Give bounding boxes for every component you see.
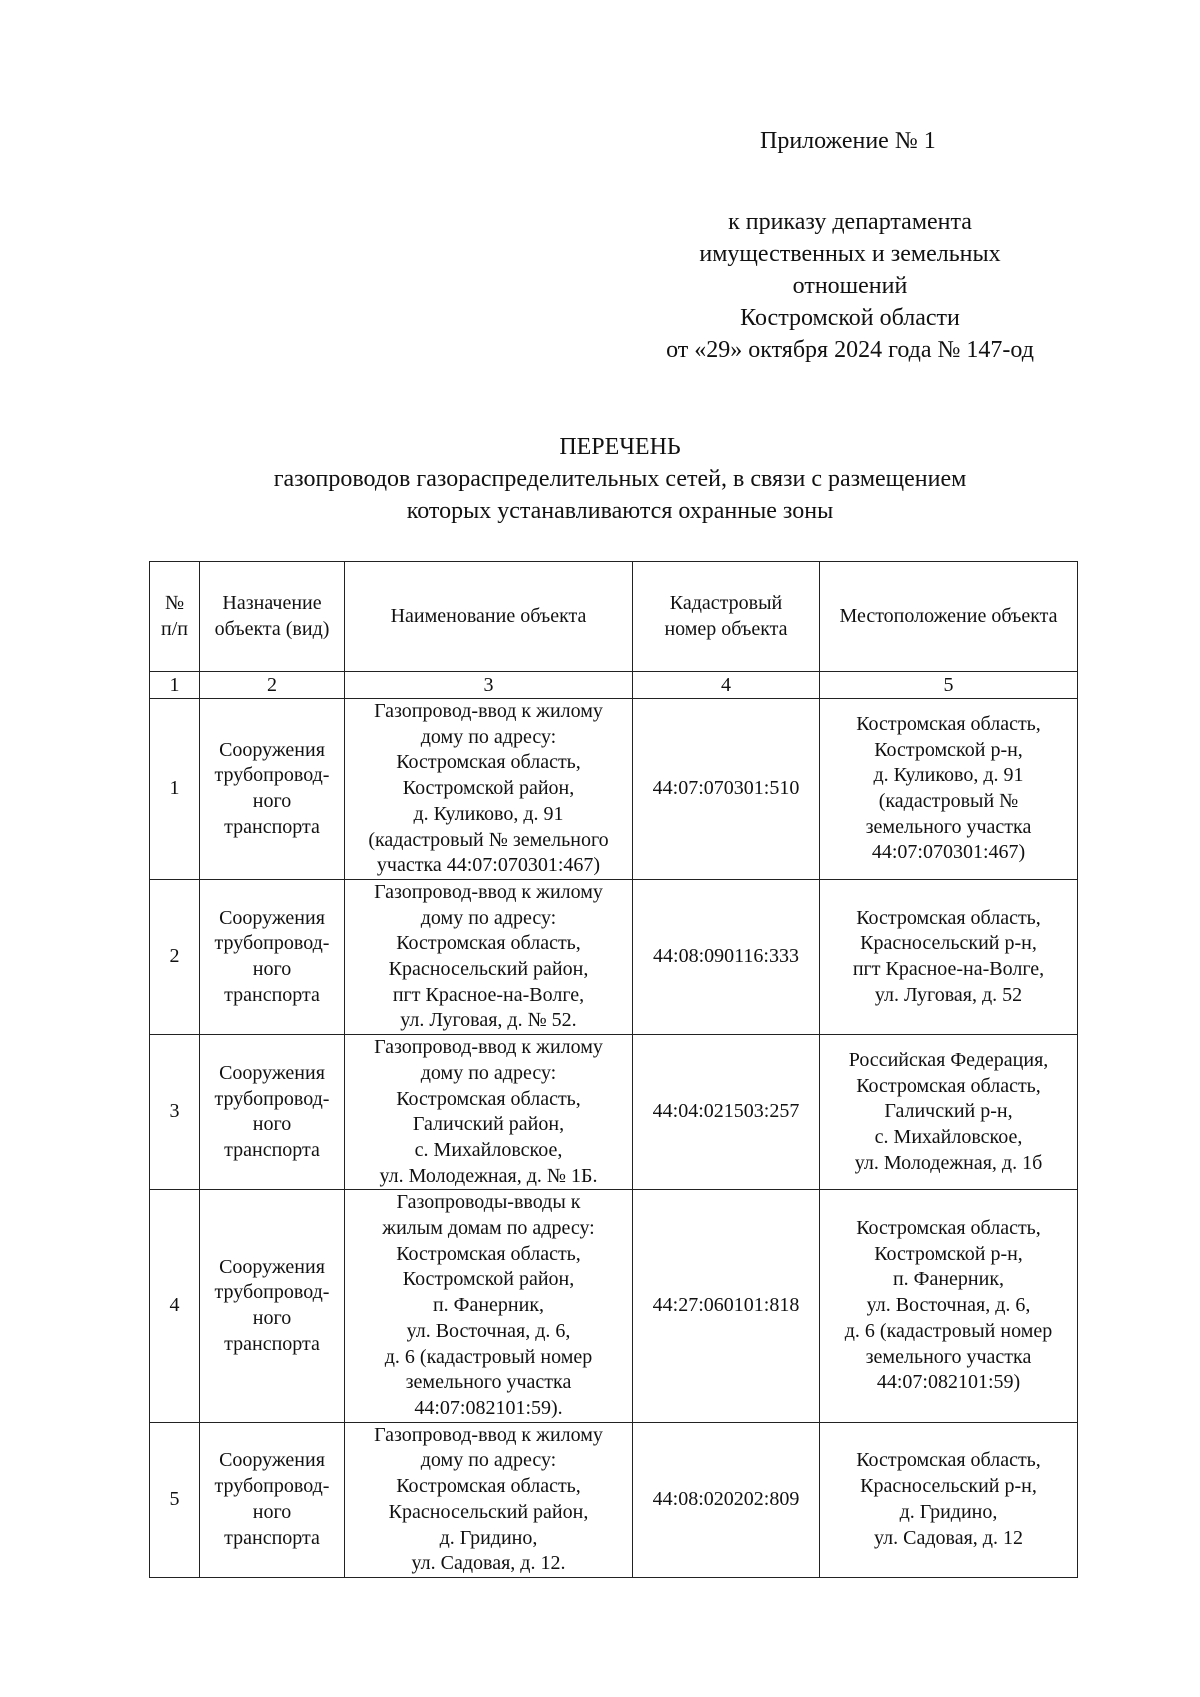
object-type-line: трубопровод- <box>214 1475 330 1498</box>
object-name-line: дому по адресу: <box>420 725 557 748</box>
column-header-line: номер объекта <box>664 617 788 640</box>
object-name-line: Газопровод-ввод к жилому <box>374 1423 603 1446</box>
object-type-line: транспорта <box>224 1138 320 1161</box>
object-name-line: Костромская область, <box>396 932 581 955</box>
object-name-line: ул. Садовая, д. 12. <box>411 1552 566 1575</box>
object-location-line: 44:07:070301:467) <box>871 841 1026 864</box>
order-reference-line: Костромской области <box>740 305 960 331</box>
order-reference-line: от «29» октября 2024 года № 147-од <box>666 337 1034 363</box>
appendix-title: Приложение № 1 <box>760 128 936 154</box>
object-name-line: Галичский район, <box>412 1113 565 1136</box>
row-number: 2 <box>150 879 200 1034</box>
object-location-line: Красносельский р-н, <box>860 1475 1037 1498</box>
column-header-line: объекта (вид) <box>214 617 330 640</box>
object-name-line: с. Михайловское, <box>414 1138 563 1161</box>
object-name-line: Костромская область, <box>396 1475 581 1498</box>
object-location-line: д. Гридино, <box>899 1500 998 1523</box>
object-name-line: Костромская область, <box>396 751 581 774</box>
object-name <box>345 1035 633 1190</box>
object-type-line: ного <box>252 1500 292 1523</box>
column-header-line: № <box>164 591 185 614</box>
object-name-line: ул. Молодежная, д. № 1Б. <box>379 1164 598 1187</box>
object-location <box>820 879 1078 1034</box>
object-type-line: транспорта <box>224 1526 320 1549</box>
object-name-line: Костромская область, <box>396 1087 581 1110</box>
cadastral-number: 44:27:060101:818 <box>633 1190 820 1422</box>
object-location-line: ул. Молодежная, д. 1б <box>854 1151 1043 1174</box>
object-name-line: 44:07:082101:59). <box>414 1396 563 1419</box>
object-name-line: ул. Восточная, д. 6, <box>406 1319 571 1342</box>
object-location-line: с. Михайловское, <box>874 1126 1023 1149</box>
object-name-line: Красносельский район, <box>388 958 589 981</box>
object-location-line: Красносельский р-н, <box>860 932 1037 955</box>
row-number: 3 <box>150 1035 200 1190</box>
cadastral-number: 44:08:090116:333 <box>633 879 820 1034</box>
table-header-row <box>150 562 1078 672</box>
object-name-line: дому по адресу: <box>420 1061 557 1084</box>
object-type-line: Сооружения <box>219 906 325 929</box>
object-type-line: транспорта <box>224 815 320 838</box>
object-location <box>820 1190 1078 1422</box>
order-reference-line: отношений <box>792 273 908 299</box>
column-header-line: Кадастровый <box>669 591 783 614</box>
object-location-line: д. Куликово, д. 91 <box>873 764 1024 787</box>
row-number: 1 <box>150 699 200 880</box>
object-type-line: ного <box>252 1113 292 1136</box>
object-type <box>200 1190 345 1422</box>
object-location-line: Костромская область, <box>856 1449 1041 1472</box>
pipelines-table <box>149 561 1078 1578</box>
object-location <box>820 699 1078 880</box>
document-subtitle-line: которых устанавливаются охранные зоны <box>406 498 834 524</box>
column-number: 4 <box>633 672 820 699</box>
cadastral-number: 44:08:020202:809 <box>633 1422 820 1577</box>
column-header-line: п/п <box>161 617 188 640</box>
object-type-line: трубопровод- <box>214 764 330 787</box>
object-type <box>200 1035 345 1190</box>
object-name-line: д. Куликово, д. 91 <box>413 802 564 825</box>
column-header <box>200 562 345 672</box>
column-header <box>150 562 200 672</box>
object-name <box>345 699 633 880</box>
document-heading <box>140 431 1100 527</box>
table-row <box>150 1035 1078 1190</box>
column-header <box>345 562 633 672</box>
object-name-line: дому по адресу: <box>420 1449 557 1472</box>
object-location-line: Костромской р-н, <box>874 738 1023 761</box>
object-location <box>820 1035 1078 1190</box>
object-name-line: Костромская область, <box>396 1242 581 1265</box>
object-type-line: Сооружения <box>219 1061 325 1084</box>
column-number: 1 <box>150 672 200 699</box>
table-row <box>150 879 1078 1034</box>
object-name-line: Костромской район, <box>402 777 575 800</box>
object-name-line: д. Гридино, <box>439 1526 538 1549</box>
object-location-line: пгт Красное-на-Волге, <box>852 958 1045 981</box>
object-name-line: д. 6 (кадастровый номер <box>384 1345 593 1368</box>
table-row <box>150 1422 1078 1577</box>
object-name-line: п. Фанерник, <box>432 1294 545 1317</box>
order-reference <box>620 206 1080 366</box>
column-header <box>633 562 820 672</box>
row-number: 5 <box>150 1422 200 1577</box>
object-location-line: Галичский р-н, <box>884 1100 1013 1123</box>
object-location-line: 44:07:082101:59) <box>876 1371 1021 1394</box>
row-number: 4 <box>150 1190 200 1422</box>
table-body <box>150 562 1078 1578</box>
object-name-line: (кадастровый № земельного <box>368 828 609 851</box>
object-type-line: транспорта <box>224 983 320 1006</box>
document-subtitle-line: газопроводов газораспределительных сетей, в связи с размещением <box>273 466 967 492</box>
object-name-line: земельного участка <box>405 1371 572 1394</box>
object-name <box>345 1190 633 1422</box>
object-type-line: транспорта <box>224 1332 320 1355</box>
object-name-line: жилым домам по адресу: <box>382 1217 595 1240</box>
column-header-line: Местоположение объекта <box>839 604 1058 627</box>
object-location-line: Костромская область, <box>856 712 1041 735</box>
object-location-line: (кадастровый № <box>878 789 1019 812</box>
object-name-line: Газопровод-ввод к жилому <box>374 880 603 903</box>
object-type-line: ного <box>252 789 292 812</box>
cadastral-number: 44:04:021503:257 <box>633 1035 820 1190</box>
object-location-line: п. Фанерник, <box>892 1268 1005 1291</box>
object-name-line: пгт Красное-на-Волге, <box>392 983 585 1006</box>
object-location-line: Российская Федерация, <box>848 1048 1049 1071</box>
object-location-line: ул. Луговая, д. 52 <box>874 983 1023 1006</box>
object-name <box>345 879 633 1034</box>
object-type <box>200 1422 345 1577</box>
object-type <box>200 699 345 880</box>
column-number: 3 <box>345 672 633 699</box>
object-type-line: трубопровод- <box>214 932 330 955</box>
object-name-line: участка 44:07:070301:467) <box>376 854 601 877</box>
object-location-line: земельного участка <box>865 1345 1032 1368</box>
object-location-line: Костромской р-н, <box>874 1242 1023 1265</box>
object-location-line: земельного участка <box>865 815 1032 838</box>
object-location-line: Костромская область, <box>856 906 1041 929</box>
document-title: ПЕРЕЧЕНЬ <box>559 434 681 460</box>
object-type-line: Сооружения <box>219 738 325 761</box>
order-reference-line: к приказу департамента <box>728 209 972 235</box>
object-name-line: ул. Луговая, д. № 52. <box>400 1009 577 1032</box>
object-location <box>820 1422 1078 1577</box>
object-location-line: ул. Восточная, д. 6, <box>866 1294 1031 1317</box>
object-type-line: Сооружения <box>219 1449 325 1472</box>
column-number: 5 <box>820 672 1078 699</box>
object-name-line: дому по адресу: <box>420 906 557 929</box>
object-location-line: д. 6 (кадастровый номер <box>844 1319 1053 1342</box>
object-type-line: трубопровод- <box>214 1087 330 1110</box>
column-number: 2 <box>200 672 345 699</box>
object-name-line: Костромской район, <box>402 1268 575 1291</box>
table-row <box>150 699 1078 880</box>
object-location-line: Костромская область, <box>856 1217 1041 1240</box>
column-number-row <box>150 672 1078 699</box>
object-name-line: Газопроводы-вводы к <box>396 1191 581 1214</box>
cadastral-number: 44:07:070301:510 <box>633 699 820 880</box>
table-row <box>150 1190 1078 1422</box>
object-type-line: ного <box>252 958 292 981</box>
object-type-line: Сооружения <box>219 1255 325 1278</box>
object-type-line: трубопровод- <box>214 1281 330 1304</box>
object-type-line: ного <box>252 1307 292 1330</box>
column-header-line: Назначение <box>222 591 322 614</box>
column-header-line: Наименование объекта <box>390 604 587 627</box>
object-name-line: Газопровод-ввод к жилому <box>374 700 603 722</box>
object-type <box>200 879 345 1034</box>
order-reference-line: имущественных и земельных <box>699 241 1001 267</box>
object-name <box>345 1422 633 1577</box>
object-name-line: Красносельский район, <box>388 1500 589 1523</box>
object-location-line: Костромская область, <box>856 1074 1041 1097</box>
column-header <box>820 562 1078 672</box>
object-name-line: Газопровод-ввод к жилому <box>374 1036 603 1059</box>
object-location-line: ул. Садовая, д. 12 <box>874 1526 1023 1549</box>
